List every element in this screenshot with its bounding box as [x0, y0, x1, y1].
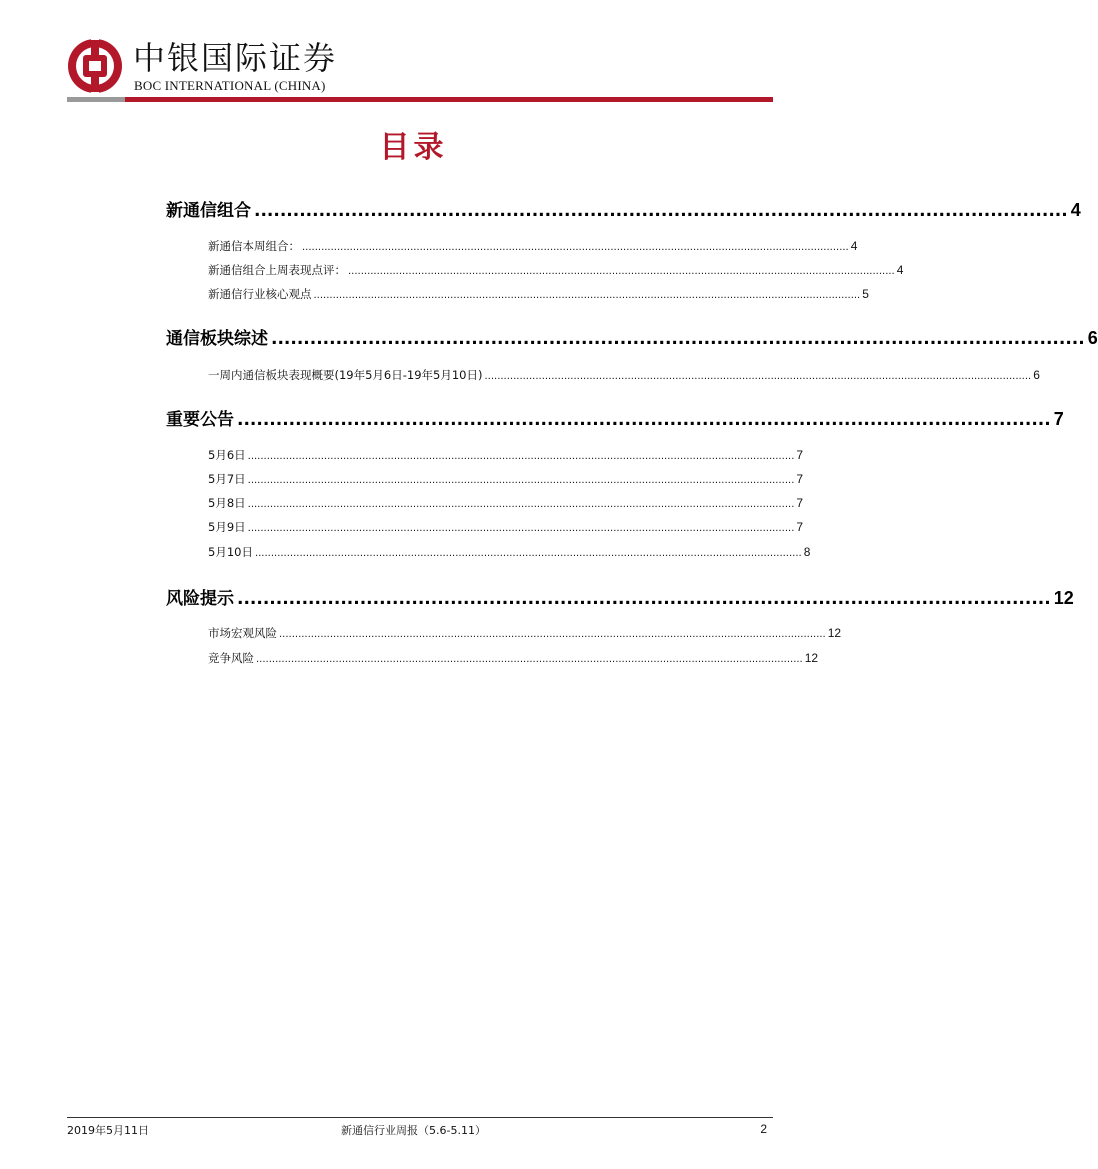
toc-item-page: 7 — [796, 448, 804, 462]
toc-item-page: 7 — [796, 472, 804, 486]
toc-leader-dots: ............................................................................................................................................................................ — [254, 548, 802, 559]
toc-item-label: 新通信本周组合： — [208, 239, 300, 253]
toc-section-1[interactable] — [166, 196, 1081, 221]
toc-leader-dots: ............................................................................................................................................................................ — [247, 475, 795, 486]
footer-date: 2019年5月11日 — [67, 1124, 149, 1137]
toc-item-page: 5 — [862, 287, 869, 301]
toc-section-label: 通信板块综述 — [166, 329, 268, 349]
toc-section-page: 4 — [1070, 200, 1081, 220]
toc-item-page: 7 — [796, 496, 804, 510]
toc-item-label: 5月8日 — [208, 496, 246, 510]
toc-item-label: 5月6日 — [208, 448, 246, 462]
toc-leader-dots: ............................................................................................................................................................................ — [348, 266, 895, 277]
toc-item-page: 6 — [1033, 368, 1040, 382]
toc-item-page: 12 — [804, 651, 819, 665]
toc-leader-dots: ............................................................................................................................................................................ — [247, 499, 795, 510]
toc-item-label: 5月7日 — [208, 472, 246, 486]
toc-leader-dots: ............................................................................................................................................................................ — [302, 242, 849, 253]
toc-section-label: 重要公告 — [166, 410, 234, 430]
toc-item[interactable] — [208, 544, 811, 560]
boc-logo-icon — [67, 38, 123, 94]
toc-leader-dots: .............................................................................................................................. — [237, 589, 1051, 609]
toc-section-page: 6 — [1087, 328, 1098, 348]
toc-item-label: 5月9日 — [208, 520, 246, 534]
toc-item-page: 8 — [803, 545, 811, 559]
brand-name-cn: 中银国际证券 — [133, 39, 338, 77]
toc-leader-dots: ............................................................................................................................................................................ — [256, 654, 803, 665]
toc-item[interactable] — [208, 495, 804, 511]
toc-item[interactable] — [208, 262, 904, 278]
toc-section-3[interactable] — [166, 405, 1064, 430]
toc-item-label: 竞争风险 — [208, 651, 254, 665]
toc-item[interactable] — [208, 447, 804, 463]
toc-item-label: 市场宏观风险 — [208, 626, 277, 640]
toc-item[interactable] — [208, 238, 858, 254]
toc-leader-dots: .............................................................................................................................. — [237, 410, 1051, 430]
brand-name-en: BOC INTERNATIONAL (CHINA) — [134, 78, 326, 93]
toc-item[interactable] — [208, 367, 1040, 383]
toc-section-label: 新通信组合 — [166, 201, 251, 221]
toc-leader-dots: ............................................................................................................................................................................ — [484, 371, 1032, 382]
toc-item[interactable] — [208, 286, 869, 302]
toc-item[interactable] — [208, 650, 819, 666]
toc-item-page: 7 — [796, 520, 804, 534]
toc-leader-dots: ............................................................................................................................................................................ — [313, 290, 861, 301]
toc-item-label: 一周内通信板块表现概要(19年5月6日-19年5月10日) — [208, 368, 483, 382]
toc-item[interactable] — [208, 519, 804, 535]
toc-item-label: 新通信行业核心观点 — [208, 287, 312, 301]
toc-item[interactable] — [208, 625, 842, 641]
header-divider-gray — [67, 97, 125, 102]
toc-item-page: 12 — [827, 626, 842, 640]
header-divider-red — [125, 97, 773, 102]
toc-item[interactable] — [208, 471, 804, 487]
toc-leader-dots: ............................................................................................................................................................................ — [247, 451, 795, 462]
toc-section-page: 7 — [1053, 409, 1064, 429]
toc-title: 目录 — [379, 130, 448, 165]
toc-leader-dots: ............................................................................................................................................................................ — [247, 523, 795, 534]
footer-divider — [67, 1117, 773, 1118]
toc-item-page: 4 — [896, 263, 904, 277]
toc-item-label: 新通信组合上周表现点评： — [208, 263, 346, 277]
footer-report-title: 新通信行业周报（5.6-5.11） — [341, 1124, 486, 1137]
toc-item-label: 5月10日 — [208, 545, 253, 559]
toc-item-page: 4 — [850, 239, 858, 253]
footer-page-number: 2 — [760, 1122, 767, 1136]
toc-section-4[interactable] — [166, 584, 1074, 609]
toc-section-label: 风险提示 — [166, 589, 234, 609]
toc-leader-dots: .............................................................................................................................. — [254, 201, 1068, 221]
toc-section-2[interactable] — [166, 324, 1098, 349]
toc-leader-dots: .............................................................................................................................. — [271, 329, 1085, 349]
toc-section-page: 12 — [1053, 588, 1074, 608]
toc-leader-dots: ............................................................................................................................................................................ — [279, 629, 826, 640]
